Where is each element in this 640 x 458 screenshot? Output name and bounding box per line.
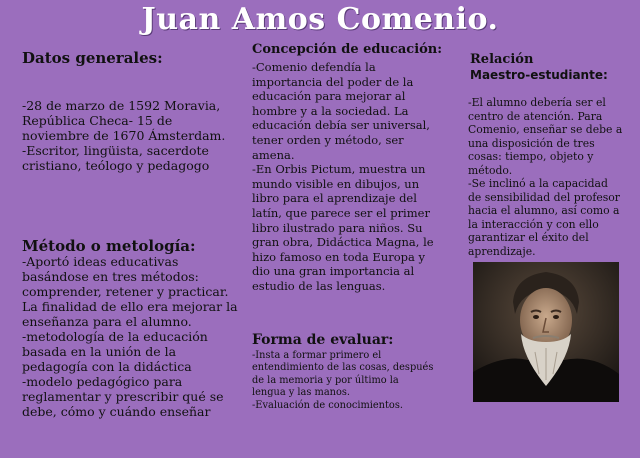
relacion-line: centro de atención. Para [468,109,603,123]
relacion-line: aprendizaje. [468,244,536,258]
evaluar-line: lengua y las manos. [252,387,351,399]
metodo-line: -Aportó ideas educativas [22,254,179,269]
metodo-line: enseñanza para el alumno. [22,314,192,329]
concepcion-body [252,60,434,294]
concepcion-line: estudio de las lenguas. [252,278,386,293]
concepcion-line: educación debía ser universal, [252,118,430,133]
datos-line: cristiano, teólogo y pedagogo [22,158,210,173]
metodo-line: -modelo pedagógico para [22,374,183,389]
datos-body [22,98,225,173]
concepcion-heading: Concepción de educación: [252,42,443,57]
concepcion-line: hombre y a la sociedad. La [252,103,409,118]
relacion-line: método. [468,163,513,177]
page-title: Juan Amos Comenio. [141,2,499,37]
relacion-line: la interacción y con ello [468,217,599,231]
concepcion-line: libro ilustrado para niños. Su [252,220,423,235]
relacion-line: -Se inclinó a la capacidad [468,177,608,190]
concepcion-line: latín, que parece ser el primer [252,205,430,220]
concepcion-line: tener orden y método, ser [252,132,404,147]
metodo-line: reglamentar y prescribir qué se [22,389,224,404]
metodo-line: basándose en tres métodos: [22,269,199,284]
metodo-line: basada en la unión de la [22,344,177,359]
datos-line: -28 de marzo de 1592 Moravia, [22,98,221,113]
relacion-line: de sensibilidad del profesor [468,190,620,204]
relacion-heading: Relación [470,52,534,67]
concepcion-line: mundo visible en dibujos, un [252,176,420,191]
comenio-portrait [473,262,619,402]
concepcion-line: libro para el aprendizaje del [252,191,417,206]
relacion-line: hacia el alumno, así como a [468,204,620,217]
relacion-body [468,96,622,258]
concepcion-line: -En Orbis Pictum, muestra un [252,162,426,177]
concepcion-line: educación para mejorar al [252,89,406,104]
concepcion-line: amena. [252,147,295,162]
metodo-line: debe, cómo y cuándo enseñar [22,404,211,419]
datos-heading: Datos generales: [22,49,163,67]
relacion-line: una disposición de tres [468,136,595,150]
evaluar-line: entendimiento de las cosas, después [252,362,434,374]
relacion-line: -El alumno debería ser el [468,96,606,109]
evaluar-line: -Evaluación de conocimientos. [252,399,403,411]
relacion-line: Comenio, enseñar se debe a [468,123,623,136]
concepcion-line: hizo famoso en toda Europa y [252,249,426,264]
relacion-subheading: Maestro-estudiante: [470,68,608,82]
portrait-image [473,262,619,402]
concepcion-line: dio una gran importancia al [252,264,415,279]
datos-line: -Escritor, lingüista, sacerdote [22,143,209,158]
concepcion-line: gran obra, Didáctica Magna, le [252,235,434,250]
concepcion-line: -Comenio defendía la [252,60,376,74]
metodo-line: comprender, retener y practicar. [22,284,229,299]
datos-line: República Checa- 15 de [22,113,173,128]
metodo-heading: Método o metología: [22,237,196,255]
metodo-body [22,254,238,419]
concepcion-line: importancia del poder de la [252,74,414,89]
datos-line: noviembre de 1670 Ámsterdam. [22,128,226,143]
evaluar-heading: Forma de evaluar: [252,332,394,348]
relacion-line: garantizar el éxito del [468,231,589,244]
metodo-line: pedagogía con la didáctica [22,359,192,374]
metodo-line: -metodología de la educación [22,329,208,344]
evaluar-line: -Insta a formar primero el [252,350,382,361]
evaluar-body [252,350,433,412]
metodo-line: La finalidad de ello era mejorar la [22,299,238,314]
relacion-line: cosas: tiempo, objeto y [468,150,594,163]
evaluar-line: de la memoria y por último la [252,374,399,386]
